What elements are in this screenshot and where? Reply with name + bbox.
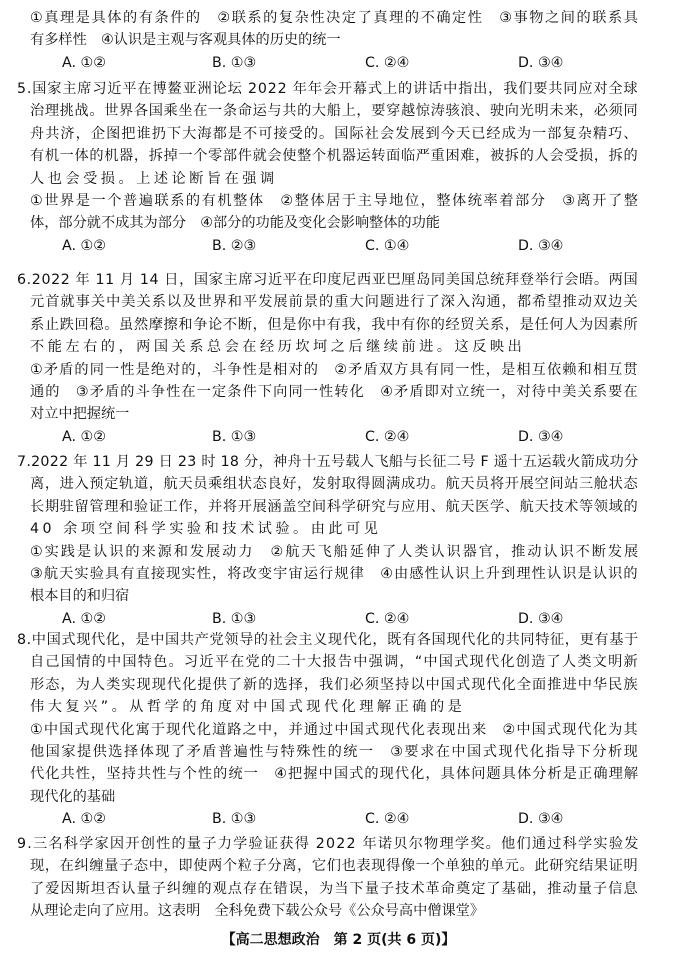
option-d[interactable]: D. ③④: [518, 428, 564, 445]
option-d[interactable]: D. ③④: [518, 237, 564, 254]
option-a[interactable]: A. ①②: [62, 237, 106, 254]
option-c[interactable]: C. ②④: [365, 610, 410, 627]
text-line: 5.国家主席习近平在博鳌亚洲论坛 2022 年年会开幕式上的讲话中指出，我们要共同应对全球: [17, 81, 639, 97]
page-footer: 【高二思想政治 第 2 页(共 6 页)】: [221, 932, 456, 948]
option-c[interactable]: C. ②④: [365, 428, 410, 445]
text-line: 现，在纠缠量子态中，即使两个粒子分离，它们也表现得像一个单独的单元。此研究结果证明: [30, 858, 639, 875]
option-a[interactable]: A. ①②: [62, 54, 106, 71]
option-b[interactable]: B. ①③: [212, 428, 257, 445]
option-c[interactable]: C. ②④: [365, 54, 410, 71]
text-line: 形态，为人类实现现代化提供了新的选择，我们必须坚持以中国式现代化全面推进中华民族: [30, 676, 639, 693]
text-line: 自己国情的中国特色。习近平在党的二十大报告中强调，“中国式现代化创造了人类文明新: [30, 654, 639, 671]
option-a[interactable]: A. ①②: [62, 811, 106, 828]
option-c[interactable]: C. ①④: [365, 237, 410, 254]
text-line: 人也会受损。上述论断旨在强调: [30, 170, 278, 187]
text-line: ①实践是认识的来源和发展动力 ②航天飞船延伸了人类认识器官，推动认识不断发展: [30, 543, 641, 560]
text-line: 治理挑战。世界各国乘坐在一条命运与共的大船上，要穿越惊涛骇浪、驶向光明未来，必须同: [30, 103, 639, 120]
text-line: 9.三名科学家因开创性的量子力学验证获得 2022 年诺贝尔物理学奖。他们通过科学实验发: [17, 836, 640, 852]
text-line: 离，进入预定轨道，航天员乘组状态良好，发射取得圆满成功。航天员将开展空间站三舱状态: [30, 476, 639, 493]
text-line: 舟共济，企图把谁扔下大海都是不可接受的。国际社会发展到今天已经成为一部复杂精巧、: [30, 125, 639, 142]
text-line: ①矛盾的同一性是绝对的，斗争性是相对的 ②矛盾双方具有同一性，是相互依赖和相互贯: [30, 361, 639, 378]
text-line: ③航天实验具有直接现实性，将改变宇宙运行规律 ④由感性认识上升到理性认识是认识的: [30, 566, 639, 582]
text-line: 代化共性，坚持共性与个性的统一 ④把握中国式的现代化，具体问题具体分析是正确理解: [30, 766, 640, 783]
text-line: 了爱因斯坦否认量子纠缠的观点存在错误，为当下量子技术革命奠定了基础，推动量子信息: [30, 880, 639, 897]
text-line: 有机一体的机器，拆掉一个零部件就会使整个机器运转面临严重困难，被拆的人会受损，拆的: [30, 148, 639, 165]
option-d[interactable]: D. ③④: [518, 54, 564, 71]
option-b[interactable]: B. ①③: [212, 610, 257, 627]
text-line: 7.2022 年 11 月 29 日 23 时 18 分，神舟十五号载人飞船与长征二号 F 遥十五运载火箭成功分: [17, 454, 639, 470]
option-b[interactable]: B. ②③: [212, 237, 257, 254]
text-line: ①世界是一个普遍联系的有机整体 ②整体居于主导地位，整体统率着部分 ③离开了整: [30, 193, 640, 209]
text-line: ①真理是具体的有条件的 ②联系的复杂性决定了真理的不确定性 ③事物之间的联系具: [30, 10, 640, 26]
text-line: 从理论走向了应用。这表明 全科免费下载公众号《公众号高中僧课堂》: [30, 903, 485, 920]
text-line: 有多样性 ④认识是主观与客观具体的历史的统一: [30, 32, 341, 49]
text-line: 体，部分就不成其为部分 ④部分的功能及变化会影响整体的功能: [30, 215, 440, 232]
option-d[interactable]: D. ③④: [518, 610, 564, 627]
option-b[interactable]: B. ①③: [212, 54, 257, 71]
option-b[interactable]: B. ①③: [212, 811, 257, 828]
text-line: 通的 ③矛盾的斗争性在一定条件下向同一性转化 ④矛盾即对立统一，对待中美关系要在: [30, 384, 639, 400]
text-line: 40 余项空间科学实验和技术试验。由此可见: [30, 521, 382, 538]
option-c[interactable]: C. ②④: [365, 811, 410, 828]
text-line: 伟大复兴”。从哲学的角度对中国式现代化理解正确的是: [30, 699, 466, 716]
option-a[interactable]: A. ①②: [62, 428, 106, 445]
option-d[interactable]: D. ③④: [518, 811, 564, 828]
text-line: 他国家提供选择体现了矛盾普遍性与特殊性的统一 ③要求在中国式现代化指导下分析现: [30, 744, 640, 760]
text-line: 元首就事关中美关系以及世界和平发展前景的重大问题进行了深入沟通，都希望推动双边关: [30, 294, 639, 311]
text-line: 不能左右的，两国关系总会在经历坎坷之后继续前进。这反映出: [30, 339, 526, 356]
text-line: 长期驻留管理和验证工作，并将开展涵盖空间科学研究与应用、航天医学、航天技术等领域的: [30, 498, 639, 515]
text-line: 系止跌回稳。虽然摩擦和争论不断，但是你中有我，我中有你的经贸关系，是任何人为因素所: [30, 316, 639, 333]
text-line: 根本目的和归宿: [30, 588, 130, 605]
text-line: 6.2022 年 11 月 14 日，国家主席习近平在印度尼西亚巴厘岛同美国总统拜登举行会晤。两国: [17, 272, 639, 288]
text-line: 8.中国式现代化，是中国共产党领导的社会主义现代化，既有各国现代化的共同特征，更有基于: [17, 632, 639, 648]
text-line: ①中国式现代化寓于现代化道路之中，并通过中国式现代化表现出来 ②中国式现代化为其: [30, 721, 639, 738]
text-line: 对立中把握统一: [30, 406, 130, 423]
text-line: 现代化的基础: [30, 788, 116, 805]
option-a[interactable]: A. ①②: [62, 610, 106, 627]
